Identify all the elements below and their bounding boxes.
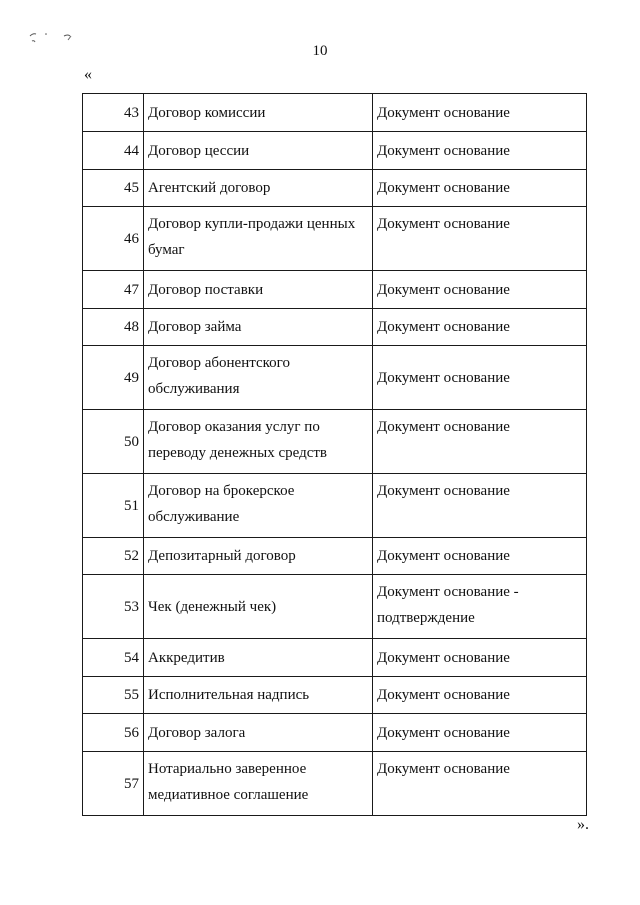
table-row <box>83 714 587 752</box>
document-basis: Документ основание <box>373 410 587 474</box>
document-basis: Документ основание <box>373 132 587 170</box>
document-basis: Документ основание <box>373 474 587 538</box>
document-basis: Документ основание <box>373 538 587 575</box>
row-number: 57 <box>83 752 144 816</box>
table-row <box>83 677 587 714</box>
document-basis: Документ основание <box>373 752 587 816</box>
row-number: 51 <box>83 474 144 538</box>
document-name: Договор займа <box>144 309 373 346</box>
document-types-table <box>82 93 587 816</box>
document-name: Договор на брокерское обслуживание <box>144 474 373 538</box>
document-name: Договор комиссии <box>144 94 373 132</box>
row-number: 55 <box>83 677 144 714</box>
document-name: Договор поставки <box>144 271 373 309</box>
table-row <box>83 752 587 816</box>
document-name: Договор купли-продажи ценных бумаг <box>144 207 373 271</box>
document-name: Чек (денежный чек) <box>144 575 373 639</box>
table-row <box>83 309 587 346</box>
table-row <box>83 575 587 639</box>
page-number: 10 <box>312 43 328 59</box>
document-basis: Документ основание <box>373 639 587 677</box>
document-basis: Документ основание <box>373 170 587 207</box>
row-number: 44 <box>83 132 144 170</box>
row-number: 45 <box>83 170 144 207</box>
document-name: Исполнительная надпись <box>144 677 373 714</box>
document-name: Агентский договор <box>144 170 373 207</box>
document-name: Депозитарный договор <box>144 538 373 575</box>
document-basis: Документ основание <box>373 309 587 346</box>
document-basis: Документ основание <box>373 207 587 271</box>
table-row <box>83 639 587 677</box>
row-number: 48 <box>83 309 144 346</box>
closing-quote: ». <box>577 816 589 833</box>
table-row <box>83 474 587 538</box>
table-row <box>83 271 587 309</box>
row-number: 47 <box>83 271 144 309</box>
document-name: Аккредитив <box>144 639 373 677</box>
table-row <box>83 94 587 132</box>
row-number: 52 <box>83 538 144 575</box>
document-basis: Документ основание <box>373 94 587 132</box>
table-row <box>83 132 587 170</box>
document-name: Договор цессии <box>144 132 373 170</box>
document-name: Нотариально заверенное медиативное соглашение <box>144 752 373 816</box>
document-name: Договор оказания услуг по переводу денежных средств <box>144 410 373 474</box>
table-row <box>83 170 587 207</box>
row-number: 54 <box>83 639 144 677</box>
row-number: 49 <box>83 346 144 410</box>
table-row <box>83 207 587 271</box>
document-name: Договор залога <box>144 714 373 752</box>
document-basis: Документ основание <box>373 714 587 752</box>
row-number: 50 <box>83 410 144 474</box>
document-basis: Документ основание <box>373 677 587 714</box>
document-basis: Документ основание <box>373 271 587 309</box>
table-row <box>83 410 587 474</box>
document-basis: Документ основание - подтверждение <box>373 575 587 639</box>
table-row <box>83 538 587 575</box>
row-number: 43 <box>83 94 144 132</box>
document-basis: Документ основание <box>373 346 587 410</box>
row-number: 53 <box>83 575 144 639</box>
table-row <box>83 346 587 410</box>
row-number: 56 <box>83 714 144 752</box>
opening-quote: « <box>84 66 92 83</box>
row-number: 46 <box>83 207 144 271</box>
document-name: Договор абонентского обслуживания <box>144 346 373 410</box>
